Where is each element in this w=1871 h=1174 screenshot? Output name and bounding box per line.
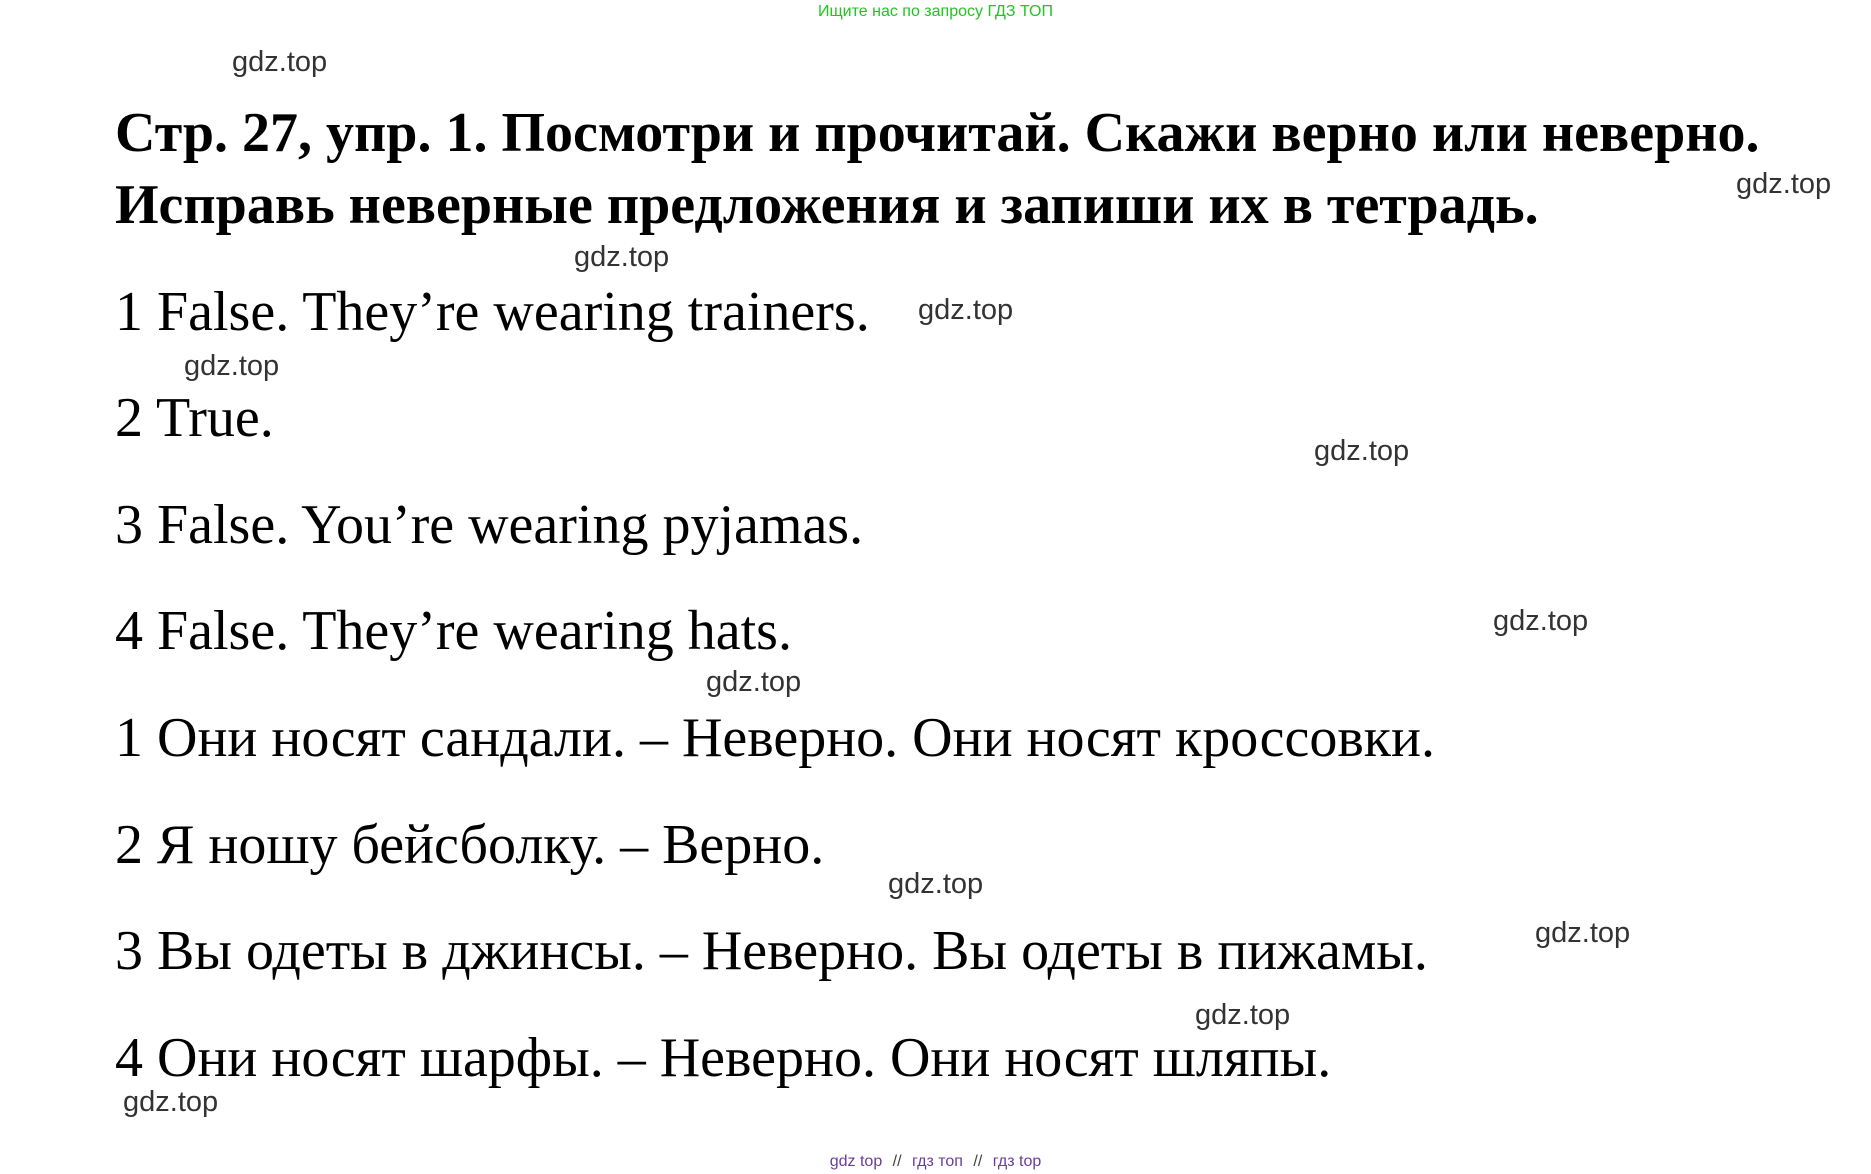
watermark: gdz.top: [184, 350, 280, 382]
footer-link-gdz-top-ru[interactable]: гдз топ: [912, 1153, 963, 1170]
footer-separator: //: [892, 1153, 902, 1170]
answer-line-ru-3: 3 Вы одеты в джинсы. – Неверно. Вы одеты в пижамы.: [115, 920, 1428, 982]
watermark: gdz.top: [1493, 605, 1589, 637]
answer-line-ru-2: 2 Я ношу бейсболку. – Верно.: [115, 814, 825, 876]
watermark: gdz.top: [1195, 999, 1291, 1031]
footer-separator: //: [973, 1153, 983, 1170]
answer-line-en-3: 3 False. You’re wearing pyjamas.: [115, 494, 864, 556]
answer-line-ru-4: 4 Они носят шарфы. – Неверно. Они носят шляпы.: [115, 1027, 1332, 1089]
answer-line-ru-1: 1 Они носят сандали. – Неверно. Они носят кроссовки.: [115, 707, 1435, 769]
search-hint: Ищите нас по запросу ГДЗ ТОП: [818, 3, 1053, 20]
footer-links: [0, 1152, 1871, 1172]
top-banner: [0, 0, 1871, 24]
watermark: gdz.top: [1535, 917, 1631, 949]
footer-link-gdz-top[interactable]: gdz top: [829, 1153, 883, 1170]
watermark: gdz.top: [574, 241, 670, 273]
footer-link-gdz-top-mixed[interactable]: гдз top: [992, 1153, 1042, 1170]
exercise-title: [115, 97, 1855, 241]
title-line-2: Исправь неверные предложения и запиши их в тетрадь.: [115, 174, 1539, 236]
watermark: gdz.top: [888, 868, 984, 900]
answer-line-en-2: 2 True.: [115, 387, 274, 449]
watermark: gdz.top: [232, 46, 328, 78]
watermark: gdz.top: [918, 294, 1014, 326]
watermark: gdz.top: [1314, 435, 1410, 467]
watermark: gdz.top: [1736, 168, 1832, 200]
answer-line-en-1: 1 False. They’re wearing trainers.: [115, 281, 870, 343]
answer-line-en-4: 4 False. They’re wearing hats.: [115, 600, 792, 662]
watermark: gdz.top: [123, 1086, 219, 1118]
title-line-1: Стр. 27, упр. 1. Посмотри и прочитай. Скажи верно или неверно.: [115, 102, 1760, 164]
watermark: gdz.top: [706, 666, 802, 698]
